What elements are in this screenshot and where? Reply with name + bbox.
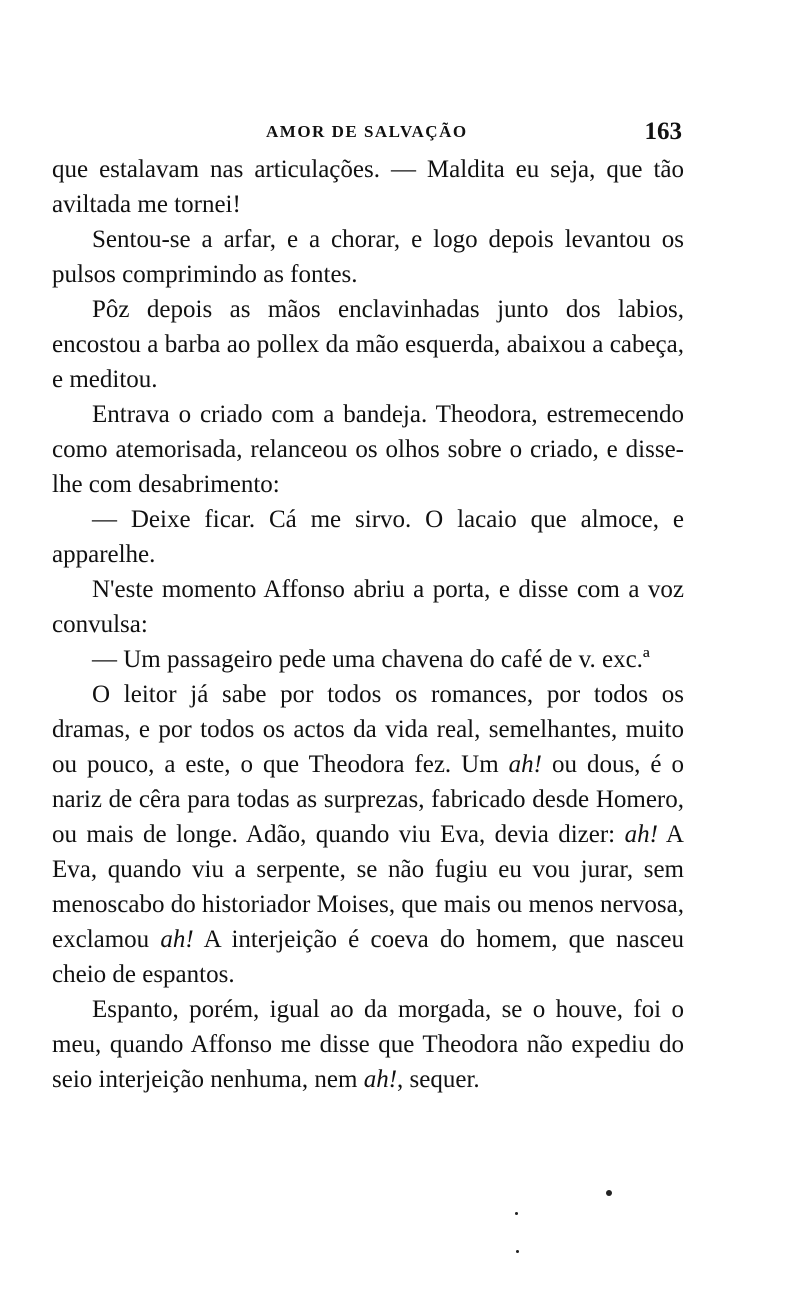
text-run: Espanto, porém, igual ao da morgada, se o houve, foi o meu, quando Affonso me disse que Theodora não expediu do seio interjeição nenhuma, nem [52,996,684,1093]
text-run: que estalavam nas articulações. — Maldita eu seja, que tão aviltada me tornei! [52,156,684,218]
paragraph [52,572,684,642]
text-run: , sequer. [397,1066,480,1093]
text-run: A interjeição é coeva do homem, que nasceu cheio de espantos. [52,926,684,988]
paragraph [52,677,684,992]
paragraph [52,152,684,222]
running-title: AMOR DE SALVAÇÃO [266,122,468,141]
paragraph [52,292,684,397]
page-number: 163 [644,118,682,145]
paragraph [52,502,684,572]
text-run: Pôz depois as mãos enclavinhadas junto dos labios, encostou a barba ao pollex da mão esquerda, abaixou a cabeça, e meditou. [52,296,684,393]
ink-speck [515,1212,518,1215]
body-text [52,152,684,1097]
text-run: A Eva, quando viu a serpente, se não fugiu eu vou jurar, sem menoscabo do historiador Moises, que mais ou menos nervosa, exclamou [52,821,684,953]
text-run: N'este momento Affonso abriu a porta, e disse com a voz convulsa: [52,576,684,638]
paragraph [52,397,684,502]
paragraph [52,222,684,292]
text-run: ou dous, é o nariz de cêra para todas as surprezas, fabricado desde Homero, ou mais de longe. Adão, quando viu Eva, devia dizer: [52,751,685,848]
text-run: Entrava o criado com a bandeja. Theodora, estremecendo como atemorisada, relanceou os olhos sobre o criado, e disse-lhe com desabrimento: [52,401,684,498]
text-run: — Deixe ficar. Cá me sirvo. O lacaio que almoce, e apparelhe. [52,506,684,568]
text-run: — Um passageiro pede uma chavena do café de v. exc.ª [92,646,650,673]
text-run: Sentou-se a arfar, e a chorar, e logo depois levantou os pulsos comprimindo as fontes. [52,226,684,288]
book-page [52,118,684,1097]
italic-interjection: ah! [624,821,658,848]
page-header [52,118,684,148]
ink-speck [606,1190,612,1196]
italic-interjection: ah! [160,926,194,953]
text-run: O leitor já sabe por todos os romances, por todos os dramas, e por todos os actos da vida real, semelhantes, muito ou pouco, a este, o que Theodora fez. Um [52,681,684,778]
ink-speck [516,1250,519,1253]
paragraph [52,992,684,1097]
italic-interjection: ah! [508,751,542,778]
italic-interjection: ah! [363,1066,398,1093]
paragraph [52,642,684,677]
